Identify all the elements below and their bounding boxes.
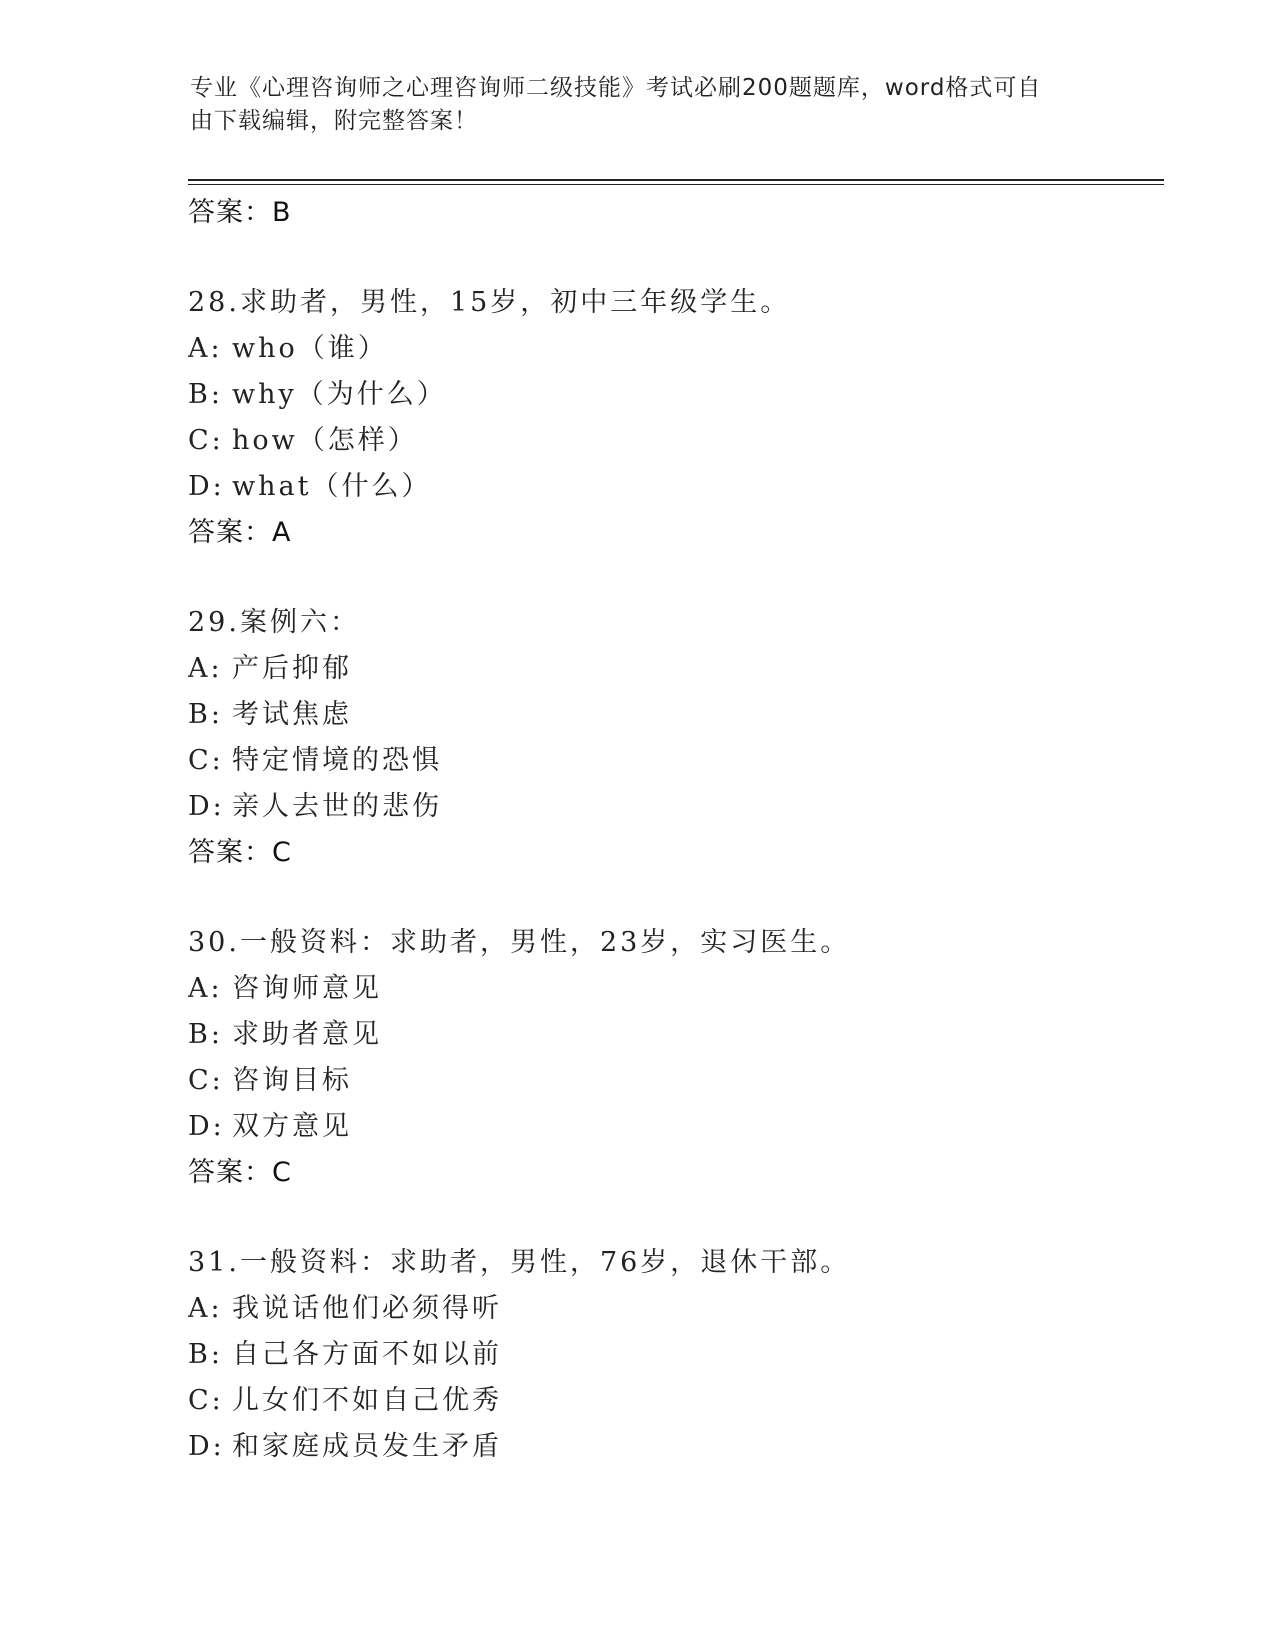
option-a (188, 646, 1148, 692)
option-a (188, 966, 1148, 1012)
option-letter: C: (188, 745, 224, 776)
option-text: who（谁） (232, 333, 388, 364)
option-d (188, 1424, 1148, 1470)
option-a (188, 326, 1148, 372)
option-text: 和家庭成员发生矛盾 (232, 1431, 502, 1462)
header-divider-thick (188, 179, 1164, 181)
option-text: 我说话他们必须得听 (232, 1293, 502, 1324)
question-title: 29.案例六： (188, 607, 360, 638)
option-letter: B: (188, 1339, 223, 1370)
option-text: 双方意见 (232, 1111, 352, 1142)
option-d (188, 1104, 1148, 1150)
answer-line: 答案：C (188, 1157, 292, 1188)
question-block (188, 1240, 1148, 1470)
option-b (188, 372, 1148, 418)
question-title: 31.一般资料：求助者，男性，76岁，退休干部。 (188, 1247, 851, 1278)
document-header (190, 72, 1090, 138)
option-b (188, 1332, 1148, 1378)
option-text: what（什么） (232, 471, 432, 502)
option-d (188, 464, 1148, 510)
option-text: 求助者意见 (232, 1019, 382, 1050)
question-title: 28.求助者，男性，15岁，初中三年级学生。 (188, 287, 791, 318)
option-letter: D: (188, 791, 225, 822)
question-list (188, 190, 1148, 1470)
option-letter: A: (188, 1293, 223, 1324)
option-letter: D: (188, 1431, 225, 1462)
option-c (188, 418, 1148, 464)
question-block (188, 600, 1148, 876)
question-block (188, 280, 1148, 556)
answer-line: 答案：A (188, 517, 292, 548)
option-letter: B: (188, 379, 223, 410)
option-letter: A: (188, 973, 223, 1004)
option-letter: B: (188, 699, 223, 730)
question-block (188, 920, 1148, 1196)
header-line-1: 专业《心理咨询师之心理咨询师二级技能》考试必刷200题题库，word格式可自 (190, 75, 1042, 101)
option-text: 咨询目标 (232, 1065, 352, 1096)
option-text: 儿女们不如自己优秀 (232, 1385, 502, 1416)
question-title: 30.一般资料：求助者，男性，23岁，实习医生。 (188, 927, 851, 958)
option-b (188, 692, 1148, 738)
option-letter: A: (188, 333, 223, 364)
option-a (188, 1286, 1148, 1332)
option-letter: C: (188, 1385, 224, 1416)
option-letter: B: (188, 1019, 223, 1050)
option-c (188, 738, 1148, 784)
option-letter: A: (188, 653, 223, 684)
option-text: 考试焦虑 (232, 699, 352, 730)
option-text: 产后抑郁 (232, 653, 352, 684)
answer-line: 答案：C (188, 837, 292, 868)
option-c (188, 1378, 1148, 1424)
option-text: how（怎样） (232, 425, 418, 456)
option-text: 自己各方面不如以前 (232, 1339, 502, 1370)
option-text: 亲人去世的悲伤 (232, 791, 442, 822)
option-d (188, 784, 1148, 830)
option-text: 特定情境的恐惧 (232, 745, 442, 776)
option-letter: C: (188, 425, 224, 456)
option-text: why（为什么） (232, 379, 447, 410)
option-letter: D: (188, 1111, 225, 1142)
header-line-2: 由下载编辑，附完整答案！ (190, 108, 478, 134)
option-text: 咨询师意见 (232, 973, 382, 1004)
option-c (188, 1058, 1148, 1104)
answer-line: 答案：B (188, 197, 292, 228)
header-divider-thin (188, 184, 1164, 185)
option-letter: D: (188, 471, 225, 502)
option-b (188, 1012, 1148, 1058)
option-letter: C: (188, 1065, 224, 1096)
